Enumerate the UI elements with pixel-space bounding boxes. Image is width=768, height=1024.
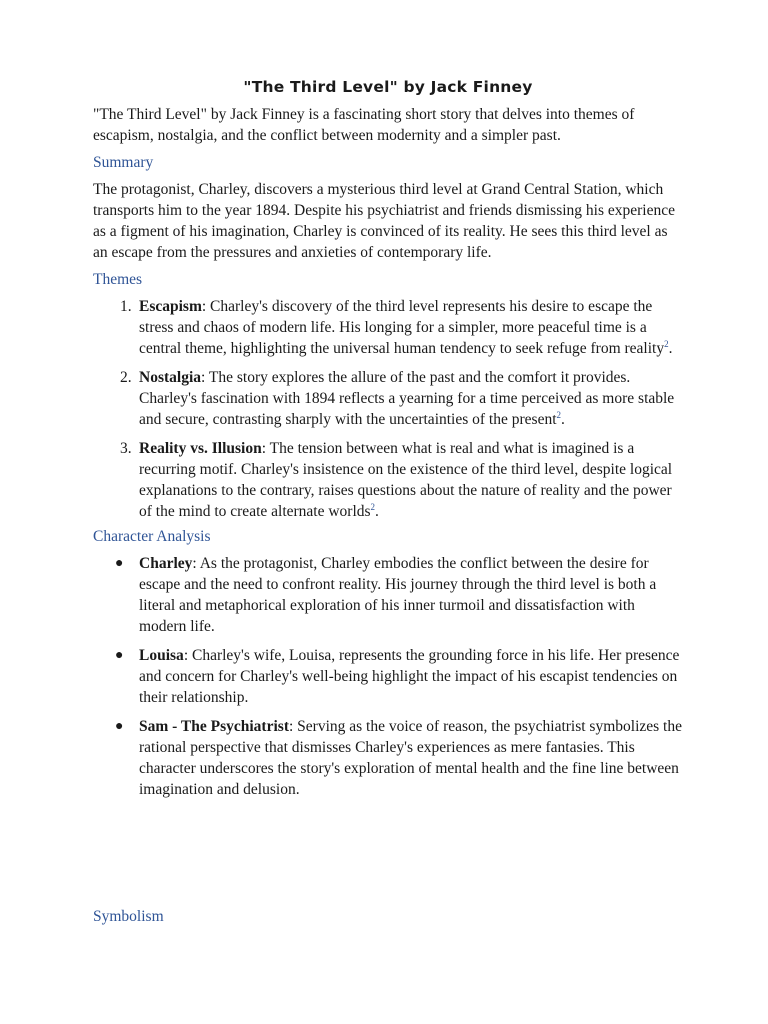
- character-name: Charley: [139, 555, 193, 572]
- footnote-ref[interactable]: 2: [556, 409, 562, 420]
- list-item: [93, 367, 683, 430]
- list-number: 3.: [120, 440, 132, 457]
- summary-heading: Summary: [93, 154, 154, 171]
- summary-paragraph: The protagonist, Charley, discovers a mysterious third level at Grand Central Station, which transports him to the year 1894. Despite his psychiatrist and friends dismissing his experience as a figment of his imagination, Charley is convinced of its reality. He sees this third level as an escape from the pressures and anxieties of contemporary life.: [93, 181, 675, 261]
- theme-text: : The story explores the allure of the past and the comfort it provides. Charley's fascination with 1894 reflects a yearning for a time perceived as more stable and secure, contrasting sharply with the uncertainties of the present: [139, 369, 675, 428]
- footnote-ref[interactable]: 2: [370, 501, 376, 512]
- character-name: Louisa: [139, 647, 184, 664]
- list-item: [93, 716, 683, 800]
- character-text: : As the protagonist, Charley embodies the conflict between the desire for escape and the need to confront reality. His journey through the third level is both a literal and metaphorical exploration of his inner turmoil and dissatisfaction with modern life.: [139, 555, 657, 635]
- list-number: 2.: [120, 369, 132, 386]
- intro-paragraph: "The Third Level" by Jack Finney is a fascinating short story that delves into themes of escapism, nostalgia, and the conflict between modernity and a simpler past.: [93, 106, 635, 144]
- theme-end: .: [561, 411, 565, 428]
- theme-term: Nostalgia: [139, 369, 201, 386]
- themes-list: [93, 296, 683, 522]
- document-page: [93, 78, 683, 800]
- theme-text: : Charley's discovery of the third level represents his desire to escape the stress and chaos of modern life. His longing for a simpler, more peaceful time is a central theme, highlighting the universal human tendency to seek refuge from reality: [139, 298, 665, 357]
- character-list: [93, 553, 683, 800]
- bullet-icon: ●: [115, 648, 124, 663]
- bullet-icon: ●: [115, 556, 124, 571]
- theme-text: : The tension between what is real and what is imagined is a recurring motif. Charley's insistence on the existence of the third level, despite logical explanations to the contrary, raises questions about the nature of reality and the power of the mind to create alternate worlds: [139, 440, 673, 520]
- theme-end: .: [668, 340, 673, 357]
- list-item: [93, 645, 683, 708]
- character-name: Sam - The Psychiatrist: [139, 718, 289, 735]
- list-item: [93, 296, 683, 359]
- character-text: : Serving as the voice of reason, the psychiatrist symbolizes the rational perspective that dismisses Charley's experiences as mere fantasies. This character underscores the story's exploration of mental health and the fine line between imagination and delusion.: [139, 718, 682, 798]
- theme-term: Reality vs. Illusion: [139, 440, 262, 457]
- character-text: : Charley's wife, Louisa, represents the grounding force in his life. Her presence and concern for Charley's well-being highlight the impact of his escapist tendencies on their relationship.: [139, 647, 680, 706]
- themes-heading: Themes: [93, 271, 143, 288]
- list-item: [93, 553, 683, 637]
- footnote-ref[interactable]: 2: [664, 338, 669, 349]
- list-number: 1.: [120, 298, 132, 315]
- bullet-icon: ●: [115, 719, 124, 734]
- theme-end: .: [375, 503, 379, 520]
- character-analysis-heading: Character Analysis: [93, 528, 211, 545]
- document-title: "The Third Level" by Jack Finney: [243, 78, 533, 96]
- theme-term: Escapism: [139, 298, 202, 315]
- symbolism-heading: Symbolism: [93, 908, 164, 925]
- list-item: [93, 438, 683, 522]
